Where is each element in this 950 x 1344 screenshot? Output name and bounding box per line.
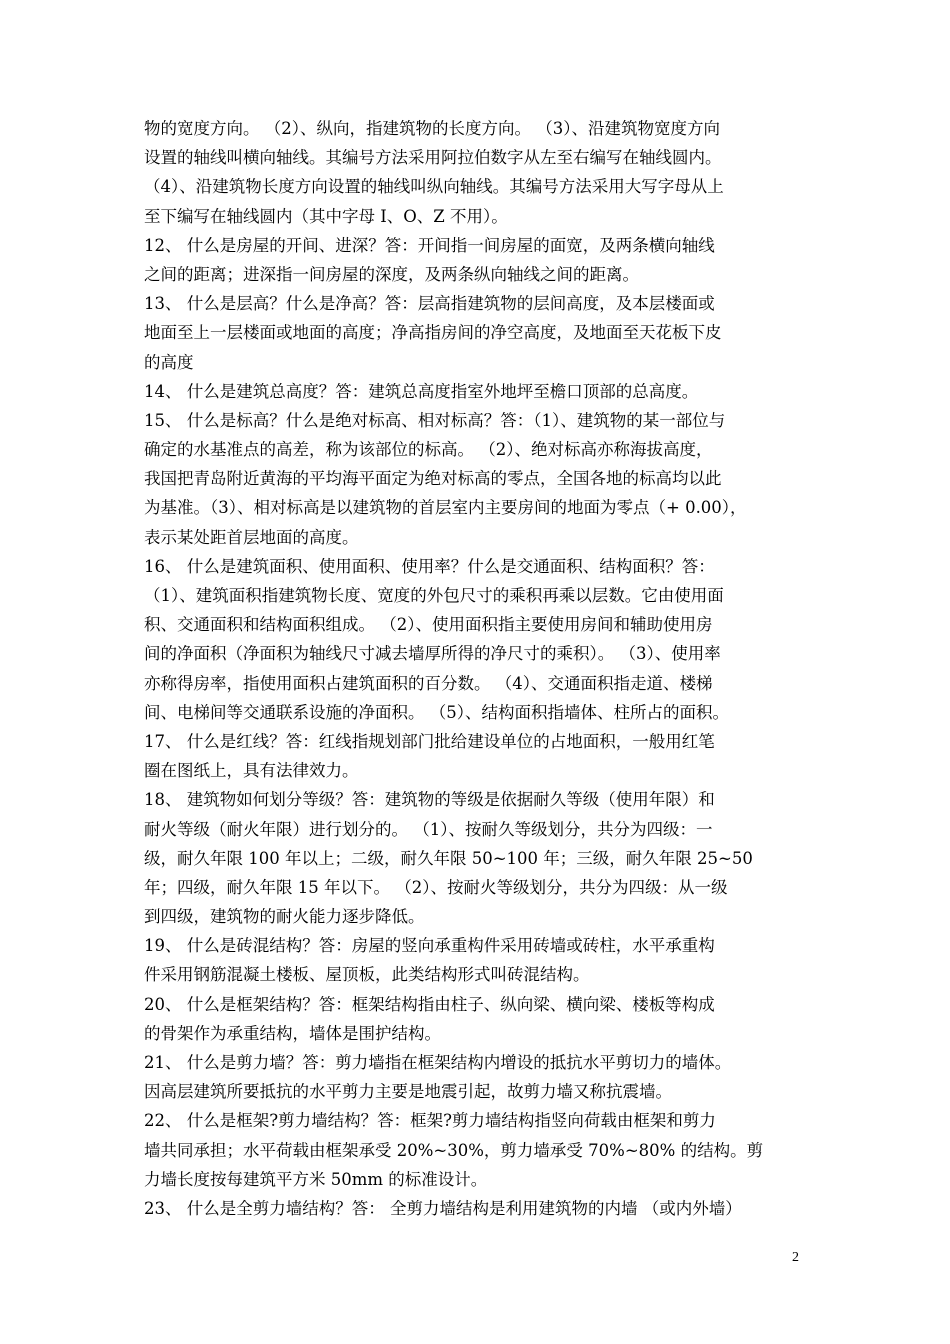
text-line: 到四级，建筑物的耐火能力逐步降低。: [144, 907, 425, 927]
text-line: 耐火等级（耐火年限）进行划分的。 （1）、按耐久等级划分，共分为四级：一: [144, 819, 713, 839]
text-line: 地面至上一层楼面或地面的高度；净高指房间的净空高度，及地面至天花板下皮: [144, 323, 722, 343]
text-line: 14、 什么是建筑总高度？答：建筑总高度指室外地坪至檐口顶部的总高度。: [144, 381, 699, 401]
text-line: 积、交通面积和结构面积组成。 （2）、使用面积指主要使用房间和辅助使用房: [144, 615, 713, 635]
text-line: 设置的轴线叫横向轴线。其编号方法采用阿拉伯数字从左至右编写在轴线圆内。: [144, 148, 722, 168]
text-line: 23、 什么是全剪力墙结构？答： 全剪力墙结构是利用建筑物的内墙 （或内外墙）: [144, 1198, 742, 1218]
text-line: 至下编写在轴线圆内（其中字母 I、O、Z 不用）。: [144, 206, 508, 226]
text-line: 亦称得房率，指使用面积占建筑面积的百分数。 （4）、交通面积指走道、楼梯: [144, 673, 713, 693]
text-line: （4）、沿建筑物长度方向设置的轴线叫纵向轴线。其编号方法采用大写字母从上: [144, 177, 724, 197]
text-line: 17、 什么是红线？答：红线指规划部门批给建设单位的占地面积，一般用红笔: [144, 731, 715, 751]
text-line: 22、 什么是框架?剪力墙结构？答：框架?剪力墙结构指竖向荷载由框架和剪力: [144, 1111, 716, 1131]
text-line: 墙共同承担；水平荷载由框架承受 20%~30%，剪力墙承受 70%~80% 的结构。剪: [144, 1140, 764, 1160]
text-line: 为基准。（3）、相对标高是以建筑物的首层室内主要房间的地面为零点（+ 0.00），: [144, 498, 747, 518]
text-line: 我国把青岛附近黄海的平均海平面定为绝对标高的零点，全国各地的标高均以此: [144, 469, 722, 489]
text-line: 力墙长度按每建筑平方米 50mm 的标准设计。: [144, 1169, 488, 1189]
text-line: 12、 什么是房屋的开间、进深？答：开间指一间房屋的面宽，及两条横向轴线: [144, 235, 715, 255]
text-line: 19、 什么是砖混结构？答：房屋的竖向承重构件采用砖墙或砖柱，水平承重构: [144, 936, 715, 956]
text-line: 的骨架作为承重结构，墙体是围护结构。: [144, 1023, 441, 1043]
text-line: 的高度: [144, 352, 194, 372]
text-line: 年；四级，耐久年限 15 年以下。 （2）、按耐火等级划分，共分为四级：从一级: [144, 877, 728, 897]
text-line: 圈在图纸上，具有法律效力。: [144, 761, 359, 781]
text-line: 因高层建筑所要抵抗的水平剪力主要是地震引起，故剪力墙又称抗震墙。: [144, 1082, 672, 1102]
text-line: 13、 什么是层高？什么是净高？答：层高指建筑物的层间高度，及本层楼面或: [144, 294, 715, 314]
text-line: 物的宽度方向。 （2）、纵向，指建筑物的长度方向。 （3）、沿建筑物宽度方向: [144, 119, 720, 138]
text-line: 20、 什么是框架结构？答：框架结构指由柱子、纵向梁、横向梁、楼板等构成: [144, 994, 715, 1014]
text-line: 确定的水基准点的高差，称为该部位的标高。 （2）、绝对标高亦称海拔高度，: [144, 440, 713, 460]
text-line: 16、 什么是建筑面积、使用面积、使用率？什么是交通面积、结构面积？答：: [144, 556, 715, 576]
page-number: 2: [792, 1250, 799, 1265]
text-line: 件采用钢筋混凝土楼板、屋顶板，此类结构形式叫砖混结构。: [144, 965, 590, 985]
text-line: （1）、建筑面积指建筑物长度、宽度的外包尺寸的乘积再乘以层数。它由使用面: [144, 586, 724, 605]
document-body: [144, 114, 808, 1223]
text-line: 15、 什么是标高？什么是绝对标高、相对标高？答：（1）、建筑物的某一部位与: [144, 410, 726, 430]
text-line: 之间的距离；进深指一间房屋的深度，及两条纵向轴线之间的距离。: [144, 264, 639, 284]
text-line: 18、 建筑物如何划分等级？答：建筑物的等级是依据耐久等级（使用年限）和: [144, 790, 715, 810]
text-line: 间、电梯间等交通联系设施的净面积。 （5）、结构面积指墙体、柱所占的面积。: [144, 702, 729, 722]
text-line: 21、 什么是剪力墙？答：剪力墙指在框架结构内增设的抵抗水平剪切力的墙体。: [144, 1053, 732, 1072]
text-line: 级，耐久年限 100 年以上；二级，耐久年限 50~100 年；三级，耐久年限 25~50: [144, 848, 753, 868]
text-line: 表示某处距首层地面的高度。: [144, 527, 359, 547]
text-line: 间的净面积（净面积为轴线尺寸减去墙厚所得的净尺寸的乘积）。 （3）、使用率: [144, 644, 721, 664]
